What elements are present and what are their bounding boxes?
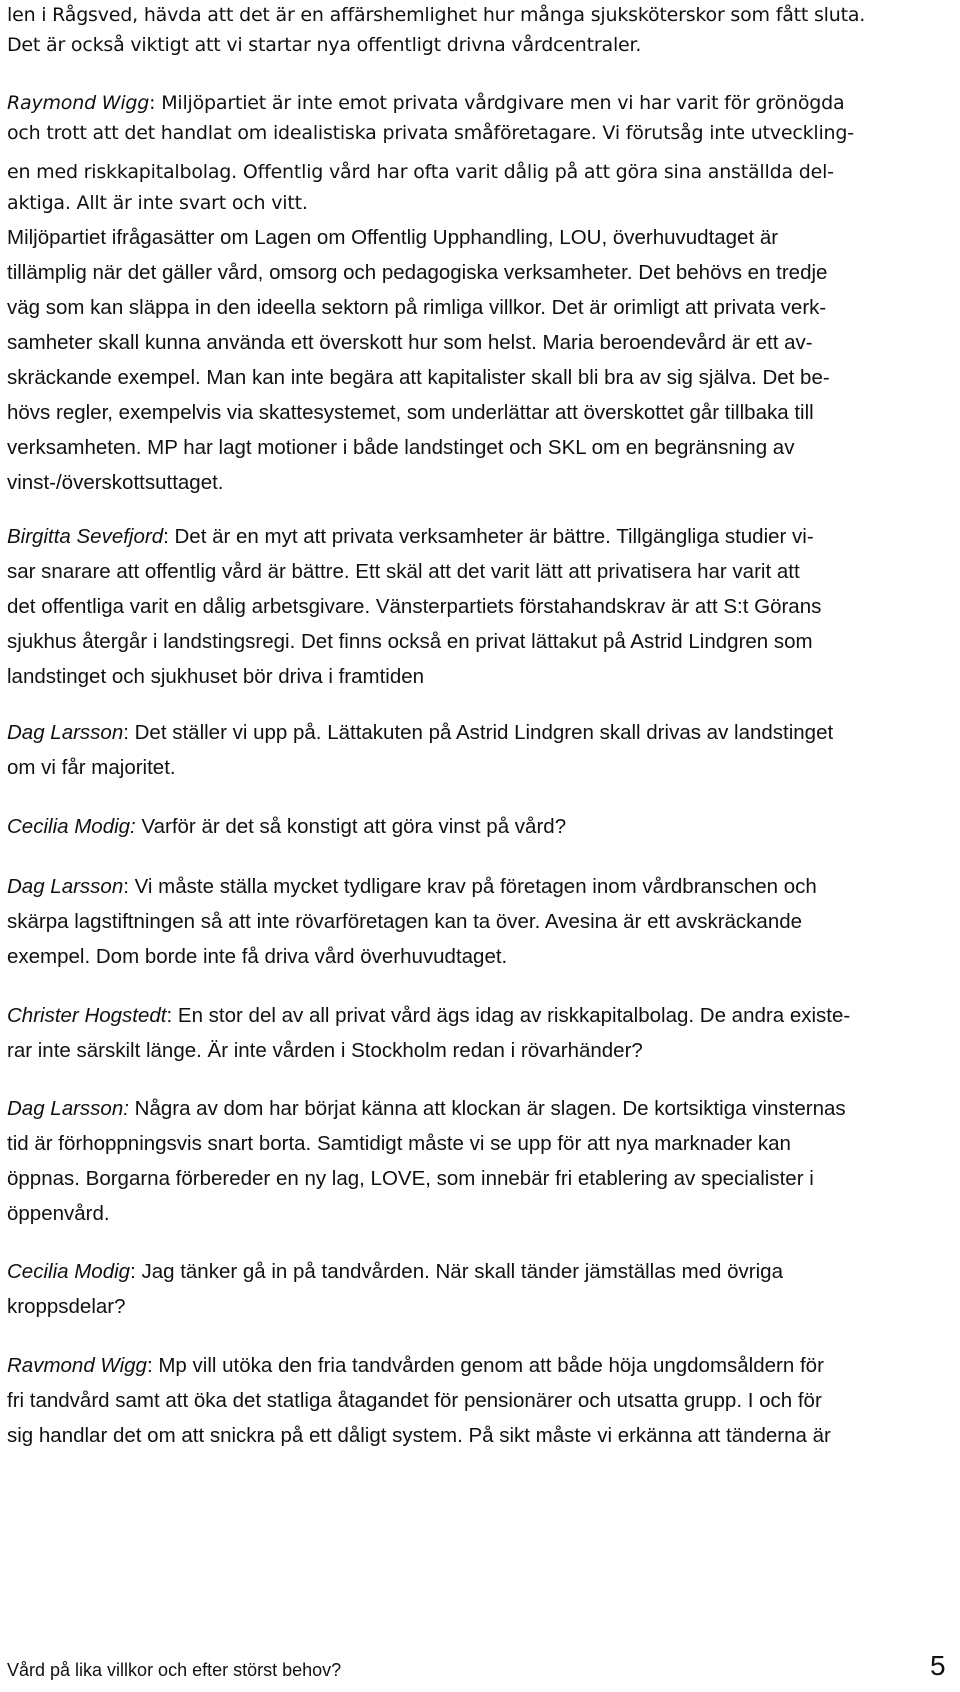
speaker-name: Cecilia Modig bbox=[7, 1260, 131, 1283]
footer-title: Vård på lika villkor och efter störst behov? bbox=[7, 1660, 342, 1680]
line-text: väg som kan släppa in den ideella sektorn på rimliga villkor. Det är orimligt att privata verk- bbox=[7, 296, 827, 319]
text-line bbox=[7, 328, 813, 358]
line-text: tillämplig när det gäller vård, omsorg och pedagogiska verksamheter. Det behövs en tredje bbox=[7, 261, 828, 284]
page-number: 5 bbox=[930, 1650, 946, 1681]
line-text: kroppsdelar? bbox=[7, 1295, 126, 1318]
line-text: samheter skall kunna använda ett överskott hur som helst. Maria beroendevård är ett av- bbox=[7, 331, 813, 354]
line-text: : Jag tänker gå in på tandvården. När skall tänder jämställas med övriga bbox=[130, 1260, 783, 1283]
line-text: landstinget och sjukhuset bör driva i framtiden bbox=[7, 665, 425, 688]
text-line bbox=[7, 627, 813, 657]
line-text: skärpa lagstiftningen så att inte rövarföretagen kan ta över. Avesina är ett avskräckande bbox=[7, 910, 803, 933]
speaker-name: Ravmond Wigg bbox=[7, 1354, 147, 1377]
text-line bbox=[7, 1257, 783, 1287]
text-line bbox=[7, 88, 844, 118]
line-text: verksamheten. MP har lagt motioner i både landstinget och SKL om en begränsning av bbox=[7, 436, 795, 459]
line-text: om vi får majoritet. bbox=[7, 756, 176, 779]
line-text: : Mp vill utöka den fria tandvården genom att både höja ungdomsåldern för bbox=[146, 1354, 824, 1377]
text-line bbox=[7, 557, 800, 587]
text-line bbox=[7, 118, 854, 148]
line-text: öppenvård. bbox=[7, 1202, 110, 1225]
text-line bbox=[7, 157, 834, 187]
text-line bbox=[7, 718, 833, 748]
line-text: Det är också viktigt att vi startar nya offentligt drivna vårdcentraler. bbox=[7, 34, 642, 56]
text-line bbox=[7, 1129, 791, 1159]
line-text: : Miljöpartiet är inte emot privata vårdgivare men vi har varit för grönögda bbox=[149, 92, 845, 114]
text-line bbox=[7, 907, 802, 937]
speaker-name: Dag Larsson bbox=[7, 721, 124, 744]
speaker-name: Raymond Wigg bbox=[7, 92, 150, 114]
line-text: aktiga. Allt är inte svart och vitt. bbox=[7, 192, 308, 214]
line-text: en med riskkapitalbolag. Offentlig vård har ofta varit dålig på att göra sina anställda del- bbox=[7, 161, 834, 183]
text-line bbox=[7, 468, 223, 498]
text-line bbox=[7, 0, 865, 30]
text-line bbox=[7, 942, 507, 972]
speaker-name: Cecilia Modig: bbox=[7, 815, 136, 838]
line-text: sig handlar det om att snickra på ett dåligt system. På sikt måste vi erkänna att tänderna är bbox=[7, 1424, 831, 1447]
line-text: hövs regler, exempelvis via skattesystemet, som underlättar att överskottet går tillbaka till bbox=[7, 401, 814, 424]
line-text: Varför är det så konstigt att göra vinst på vård? bbox=[135, 815, 567, 838]
text-line bbox=[7, 753, 176, 783]
text-line bbox=[7, 188, 308, 218]
text-line bbox=[7, 1386, 822, 1416]
text-line bbox=[7, 1351, 824, 1381]
line-text: : Det är en myt att privata verksamheter är bättre. Tillgängliga studier vi- bbox=[163, 525, 814, 548]
line-text: det offentliga varit en dålig arbetsgivare. Vänsterpartiets förstahandskrav är att S:t Görans bbox=[7, 595, 822, 618]
speaker-name: Christer Hogstedt bbox=[7, 1004, 167, 1027]
text-line bbox=[7, 258, 827, 288]
line-text: sjukhus återgår i landstingsregi. Det finns också en privat lättakut på Astrid Lindgren som bbox=[7, 630, 813, 653]
line-text: och trott att det handlat om idealistiska privata småföretagare. Vi förutsåg inte utveckling- bbox=[7, 122, 854, 144]
text-line bbox=[7, 30, 641, 60]
line-text: rar inte särskilt länge. Är inte vården i Stockholm redan i rövarhänder? bbox=[7, 1039, 643, 1062]
text-line bbox=[7, 1001, 850, 1031]
text-line bbox=[7, 592, 821, 622]
text-line bbox=[7, 1164, 814, 1194]
line-text: vinst-/överskottsuttaget. bbox=[7, 471, 224, 494]
text-line bbox=[7, 223, 778, 253]
line-text: len i Rågsved, hävda att det är en affärshemlighet hur många sjuksköterskor som fått sluta. bbox=[7, 4, 866, 26]
speaker-name: Birgitta Sevefjord bbox=[7, 525, 164, 548]
text-line bbox=[7, 293, 826, 323]
line-text: : Vi måste ställa mycket tydligare krav på företagen inom vårdbranschen och bbox=[123, 875, 817, 898]
line-text: exempel. Dom borde inte få driva vård överhuvudtaget. bbox=[7, 945, 508, 968]
text-line bbox=[7, 872, 817, 902]
line-text: öppnas. Borgarna förbereder en ny lag, LOVE, som innebär fri etablering av specialister i bbox=[7, 1167, 814, 1190]
line-text: skräckande exempel. Man kan inte begära att kapitalister skall bli bra av sig själva. Det be- bbox=[7, 366, 830, 389]
line-text: Miljöpartiet ifrågasätter om Lagen om Offentlig Upphandling, LOU, överhuvudtaget är bbox=[7, 226, 779, 249]
line-text: : Det ställer vi upp på. Lättakuten på Astrid Lindgren skall drivas av landstinget bbox=[123, 721, 834, 744]
text-line bbox=[7, 522, 814, 552]
line-text: : En stor del av all privat vård ägs idag av riskkapitalbolag. De andra existe- bbox=[166, 1004, 851, 1027]
text-line bbox=[7, 1421, 831, 1451]
text-line bbox=[7, 363, 830, 393]
speaker-name: Dag Larsson bbox=[7, 875, 124, 898]
text-line bbox=[7, 1036, 643, 1066]
text-line bbox=[7, 1199, 110, 1229]
speaker-name: Dag Larsson: bbox=[7, 1097, 129, 1120]
line-text: fri tandvård samt att öka det statliga åtagandet för pensionärer och utsatta grupp. I och för bbox=[7, 1389, 822, 1412]
text-line bbox=[7, 662, 424, 692]
text-line bbox=[7, 398, 814, 428]
line-text: Några av dom har börjat känna att klockan är slagen. De kortsiktiga vinsternas bbox=[128, 1097, 846, 1120]
text-line bbox=[7, 1292, 126, 1322]
text-line bbox=[7, 433, 794, 463]
line-text: sar snarare att offentlig vård är bättre. Ett skäl att det varit lätt att privatisera har varit att bbox=[7, 560, 800, 583]
text-line bbox=[7, 812, 566, 842]
line-text: tid är förhoppningsvis snart borta. Samtidigt måste vi se upp för att nya marknader kan bbox=[7, 1132, 791, 1155]
text-line bbox=[7, 1094, 846, 1124]
